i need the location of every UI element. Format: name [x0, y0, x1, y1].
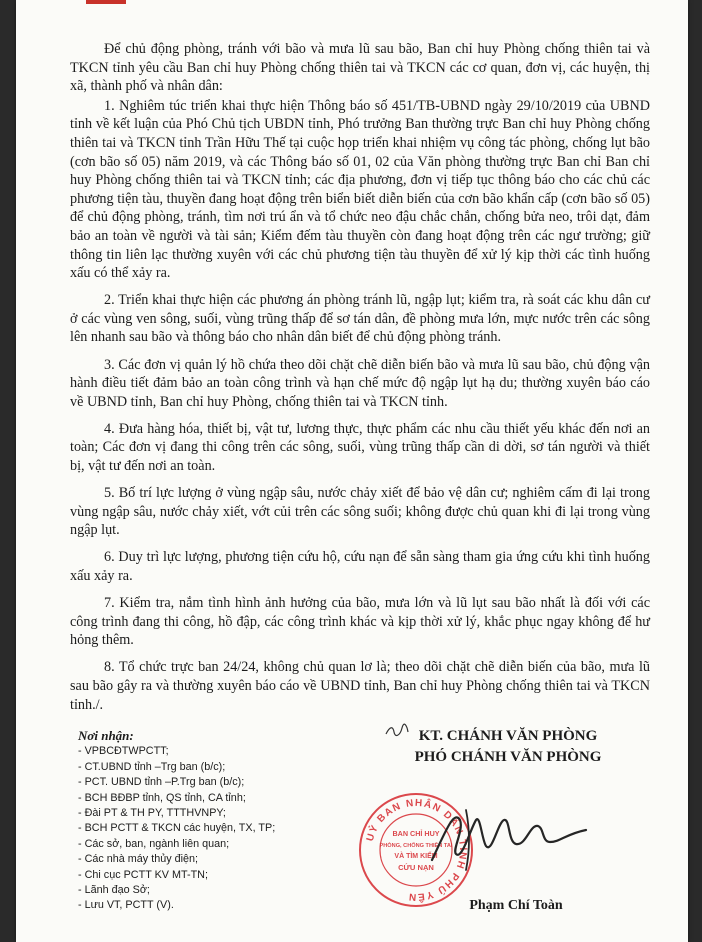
item-7-paragraph: 7. Kiểm tra, nắm tình hình ảnh hưởng của bão, mưa lớn và lũ lụt sau bão nhất là đối với các công trình đang thi công, hồ đập, các công trình khác và kịp thời xử lý, khắc phục ngay không để hư hỏng thêm.: [70, 595, 650, 649]
item-6-paragraph: 6. Duy trì lực lượng, phương tiện cứu hộ, cứu nạn để sẵn sàng tham gia ứng cứu khi tình huống xấu xảy ra.: [70, 549, 650, 584]
recipient-item: - Lưu VT, PCTT (V).: [78, 899, 174, 912]
recipient-item: - BCH PCTT & TKCN các huyện, TX, TP;: [78, 822, 276, 835]
recipient-item: - Các nhà máy thủy điện;: [78, 853, 199, 866]
item-3-paragraph: 3. Các đơn vị quản lý hồ chứa theo dõi chặt chẽ diễn biến bão và mưa lũ sau bão, chủ động vận hành điều tiết đảm bảo an toàn công trình và hạn chế mức độ ngập lụt hạ du; thường xuyên báo cáo về UBND tỉnh, Ban chỉ huy Phòng, chống thiên tai và TKCN tỉnh.: [70, 356, 650, 410]
recipient-item: - Lãnh đạo Sở;: [78, 884, 150, 897]
top-red-mark: [86, 0, 126, 20]
recipients-block: [78, 728, 378, 914]
recipient-item: - CT.UBND tỉnh –Trg ban (b/c);: [78, 760, 226, 773]
item-4-paragraph: 4. Đưa hàng hóa, thiết bị, vật tư, lương thực, thực phẩm các nhu cầu thiết yếu khác đến nơi an toàn; Các đơn vị đang thi công trên các sông, suối, vùng trũng thấp cần di dời, sơ tán người và thiết bị, vật tư đến nơi an toàn.: [70, 420, 650, 474]
recipient-item: - BCH BĐBP tỉnh, QS tỉnh, CA tỉnh;: [78, 791, 246, 804]
seal-line-2: PHÒNG, CHỐNG THIÊN TAI: [379, 843, 453, 849]
handwritten-signature: [426, 790, 596, 880]
seal-ring-text: UỶ BAN NHÂN DÂN TỈNH PHÚ YÊN: [364, 797, 469, 903]
item-8-paragraph: 8. Tổ chức trực ban 24/24, không chủ quan lơ là; theo dõi chặt chẽ diễn biến của bão, mưa lũ sau bão gây ra và thường xuyên báo cáo về UBND tỉnh, Ban chỉ huy Phòng chống thiên tai và TKCN tỉnh./.: [70, 659, 650, 713]
recipient-item: - PCT. UBND tỉnh –P.Trg ban (b/c);: [78, 776, 245, 789]
seal-line-4: CỨU NẠN: [398, 863, 434, 872]
recipient-item: - Đài PT & TH PY, TTTHVNPY;: [78, 807, 226, 820]
seal-line-3: VÀ TÌM KIẾM: [394, 853, 438, 860]
document-page: [16, 0, 688, 942]
signature-title-line1: KT. CHÁNH VĂN PHÒNG: [418, 728, 598, 744]
recipients-title: Nơi nhận:: [78, 728, 134, 743]
seal-line-1: BAN CHỈ HUY: [392, 829, 440, 838]
recipient-item: - Các sở, ban, ngành liên quan;: [78, 837, 230, 850]
signature-title-line2: PHÓ CHÁNH VĂN PHÒNG: [414, 749, 602, 765]
recipient-item: - VPBCĐTWPCTT;: [78, 745, 169, 758]
intro-paragraph: Để chủ động phòng, tránh với bão và mưa lũ sau bão, Ban chỉ huy Phòng chống thiên tai và TKCN tỉnh yêu cầu Ban chỉ huy Phòng chống thiên tai và TKCN các cơ quan, đơn vị, các huyện, thị xã, thành phố và nhân dân:: [70, 41, 650, 95]
signer-name: Phạm Chí Toàn: [469, 898, 563, 913]
item-2-paragraph: 2. Triển khai thực hiện các phương án phòng tránh lũ, ngập lụt; kiểm tra, rà soát các khu dân cư ở các vùng ven sông, suối, vùng trũng thấp để sơ tán dân, đề phòng mưa lớn, mực nước trên các sông lên nhanh sau bão và thông báo cho nhân dân biết để chủ động phòng tránh.: [70, 292, 650, 346]
recipient-item: - Chi cục PCTT KV MT-TN;: [78, 868, 208, 881]
item-1-paragraph: 1. Nghiêm túc triển khai thực hiện Thông báo số 451/TB-UBND ngày 29/10/2019 của UBND tỉnh về kết luận của Phó Chủ tịch UBDN tỉnh, Phó trưởng Ban thường trực Ban chỉ huy Phòng chống thiên tai và TKCN tỉnh Trần Hữu Thế tại cuộc họp triển khai nhiệm vụ công tác phòng, chống lụt bão (cơn bão số 05) năm 2019, và các Thông báo số 01, 02 của Văn phòng thường trực Ban chỉ Ban chỉ huy Phòng chống thiên tai và TKCN tỉnh; các địa phương, đơn vị tiếp tục thông báo cho các chủ các phương tiện tàu, thuyền đang hoạt động trên biển biết diễn biến của cơn bão khẩn cấp (cơn bão số 05) để chủ động phòng, tránh, tìm nơi trú ẩn và tổ chức neo đậu chắc chắn, chống bửa neo, trôi dạt, đảm bảo an toàn về người và tài sản; Kiểm đếm tàu thuyền còn đang hoạt động trên các ngư trường; giữ thông tin liên lạc thường xuyên với các chủ phương tiện tàu thuyền để xử lý kịp thời các tình huống xấu có thể xảy ra.: [70, 97, 650, 282]
document-body: [70, 40, 650, 723]
signature-title: [388, 726, 628, 768]
item-5-paragraph: 5. Bố trí lực lượng ở vùng ngập sâu, nước chảy xiết để bảo vệ dân cư; nghiêm cấm đi lại trong vùng ngập sâu, nước chảy xiết, vớt củi trên các sông suối; không được chủ quan khi đi lại trong vùng ngập lụt.: [70, 485, 650, 539]
